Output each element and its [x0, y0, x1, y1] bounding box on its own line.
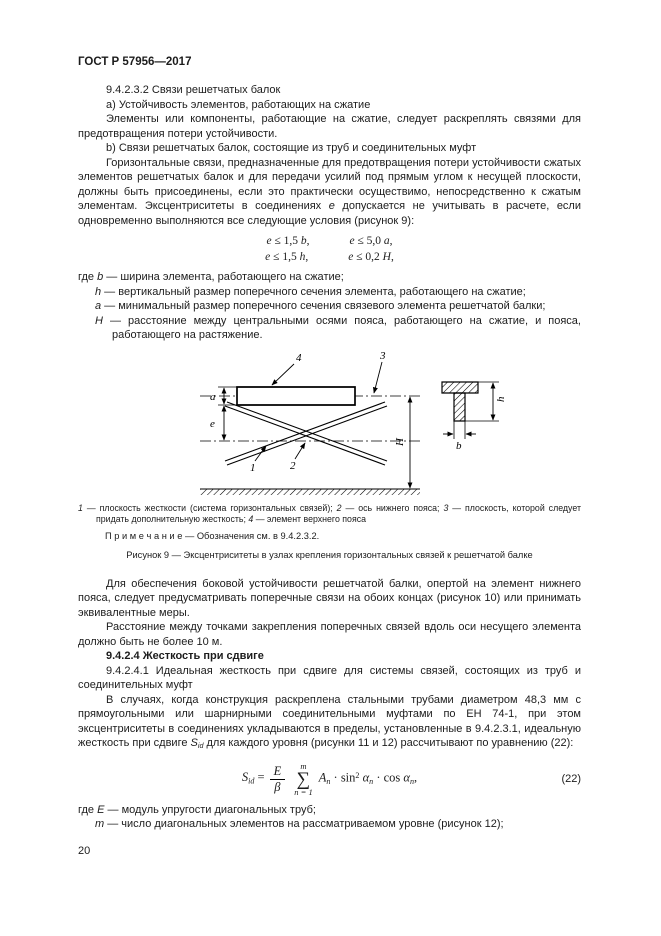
document-body	[78, 83, 581, 832]
dimension-e	[210, 406, 224, 440]
callout-2-label: 2	[290, 459, 296, 472]
item-b-heading: b) Связи решетчатых балок, состоящие из труб и соединительных муфт	[106, 142, 477, 154]
bottom-plane	[200, 489, 420, 495]
sum-lower-limit: n = 1	[294, 786, 313, 797]
dim-H-label: H	[394, 437, 406, 446]
dim-e-label: e	[210, 417, 215, 430]
item-a-heading: a) Устойчивость элементов, работающих на сжатие	[106, 98, 371, 111]
definition-h: h — вертикальный размер поперечного сечения элемента, работающего на сжатие;	[95, 285, 526, 298]
dim-a-label: a	[210, 390, 216, 403]
equation-22	[78, 762, 581, 797]
figure-note: П р и м е ч а н и е — Обозначения см. в 9.4.2.3.2.	[105, 530, 320, 541]
callout-3-label: 3	[380, 349, 386, 362]
equation-22-expression	[242, 762, 417, 797]
summation-symbol	[294, 762, 313, 797]
equation-fraction	[270, 765, 286, 794]
cross-section	[442, 382, 478, 421]
item-a-paragraph: Элементы или компоненты, работающие на сжатие, следует раскреплять связями для предотвращения потери устойчивости.	[78, 113, 581, 140]
fraction-numerator: E	[270, 765, 286, 780]
definition-b: где b — ширина элемента, работающего на сжатие;	[78, 271, 344, 283]
section-9-4-2-4-1-heading: 9.4.2.4.1 Идеальная жесткость при сдвиге для системы связей, состоящих из труб и соединительных муфт	[78, 664, 581, 691]
symbol-definitions	[78, 270, 581, 343]
condition-e-a: e ≤ 5,0 a,	[349, 235, 393, 247]
conditions-row-1	[78, 234, 581, 250]
figure-9	[78, 349, 581, 561]
item-b-paragraph: Горизонтальные связи, предназначенные для предотвращения потери устойчивости сжатых элементов решетчатых балок и для передачи усилий под прямым углом к несущей плоскости, должны быть присоединены, если это практически осуществимо, непосредственно к сжатым элементам. Эксцентриситеты в соединениях e допускается не учитывать в расчете, если одновременно выполняются все следующие условия (рисунок 9):	[78, 156, 581, 227]
sigma-icon: ∑	[296, 768, 311, 790]
equation-lhs: $S_{id}$ =	[241, 769, 265, 786]
shear-stiffness-paragraph: В случаях, когда конструкция раскреплена стальными трубами диаметром 48,3 мм с прямоугольными или шарнирными соединительными муфтами по ЕН 74-1, при этом эксцентриситеты в соединениях укладываются в пределы, установленные в 9.4.2.3.1, идеальную жесткость при сдвиге $S_{id}$ для каждого уровня (рисунки 11 и 12) рассчитывают по уравнению (22):	[78, 693, 581, 751]
callout-2	[290, 443, 305, 472]
condition-e-H: e ≤ 0,2 H,	[348, 250, 394, 263]
equation-number: (22)	[561, 772, 581, 785]
sum-upper-limit: m	[300, 760, 307, 771]
dimension-H	[394, 397, 410, 488]
dimension-b	[443, 421, 476, 452]
definition-m: m — число диагональных элементов на рассматриваемом уровне (рисунок 12);	[95, 818, 504, 831]
figure-9-drawing	[162, 349, 582, 501]
figure-caption: Рисунок 9 — Эксцентриситеты в узлах крепления горизонтальных связей к решетчатой балке	[126, 549, 533, 560]
condition-e-h: e ≤ 1,5 h,	[265, 250, 309, 263]
callout-1-label: 1	[250, 461, 256, 474]
fraction-denominator: β	[274, 779, 281, 794]
equation-rhs: $A_n \cdot \sin^2 \alpha_n \cdot \cos \alpha_n$,	[318, 770, 418, 786]
callout-4	[272, 352, 302, 385]
diagonal-braces	[225, 402, 387, 465]
section-9-4-2-3-2-heading: 9.4.2.3.2 Связи решетчатых балок	[106, 84, 281, 96]
definition-H: H — расстояние между центральными осями пояса, работающего на сжатие, и пояса, работающего на растяжение.	[95, 314, 581, 341]
definition-E: где E — модуль упругости диагональных труб;	[78, 803, 316, 816]
condition-e-b: e ≤ 1,5 b,	[266, 235, 310, 247]
definition-a: a — минимальный размер поперечного сечения связевого элемента решетчатой балки;	[95, 300, 546, 312]
conditions-row-2	[78, 250, 581, 266]
callout-3	[374, 350, 386, 393]
page-number: 20	[78, 845, 91, 857]
callout-4-label: 4	[296, 351, 302, 364]
section-9-4-2-4-heading: 9.4.2.4 Жесткость при сдвиге	[106, 650, 264, 662]
bracing-distance-paragraph: Расстояние между точками закрепления поперечных связей вдоль оси несущего элемента должно быть не более 10 м.	[78, 621, 581, 648]
lateral-stability-paragraph: Для обеспечения боковой устойчивости решетчатой балки, опертой на элемент нижнего пояса, следует предусматривать поперечные связи на обоих концах (рисунок 10) или принимать эквивалентные меры.	[78, 577, 581, 619]
top-chord-beam	[237, 387, 355, 405]
callout-1	[250, 446, 266, 474]
dim-b-label: b	[456, 439, 462, 452]
doc-number: ГОСТ Р 57956—2017	[78, 56, 192, 68]
eccentricity-conditions	[78, 234, 581, 265]
dim-h-label: h	[495, 396, 507, 402]
figure-legend: 1 — плоскость жесткости (система горизонтальных связей); 2 — ось нижнего пояса; 3 — плоскость, которой следует придать дополнительную жесткость; 4 — элемент верхнего пояса	[78, 502, 581, 524]
